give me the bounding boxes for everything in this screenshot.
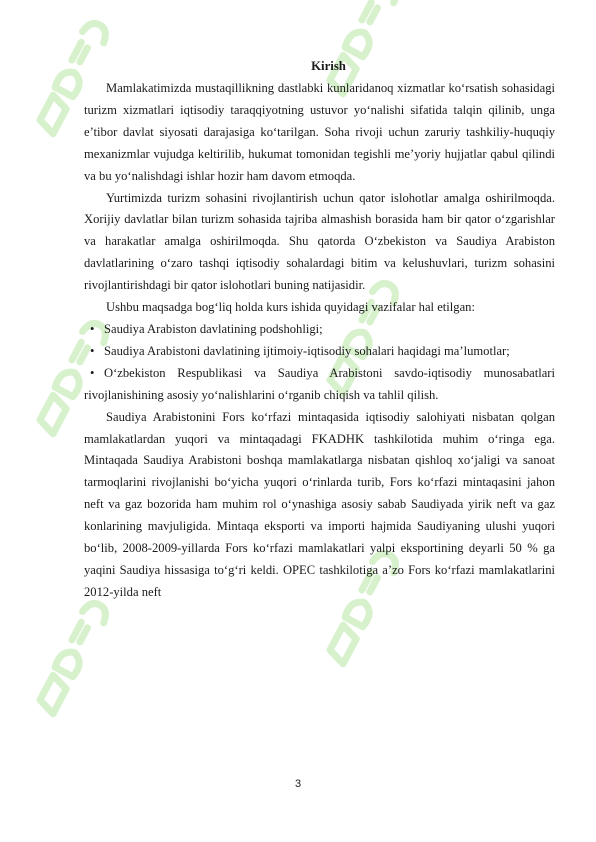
intro-paragraph-3: Ushbu maqsadga bog‘liq holda kurs ishida quyidagi vazifalar hal etilgan: bbox=[106, 300, 475, 315]
bullet-icon: • bbox=[90, 343, 95, 358]
intro-paragraph-2: Yurtimizda turizm sohasini rivojlantirish uchun qator islohotlar amalga oshirilmoqda. Xorijiy davlatlar bilan turizm sohasida tajriba almashish borasida ham bir qator o‘zgarishlar va harakatlar amalga oshirilmoqda. Shu qatorda O‘zbekiston va Saudiya Arabiston davlatlarining o‘zaro tashqi iqtisodiy sohalardagi bitim va kelushuvlari, turizm sohasini rivojlantirishdagi bir qator islohotlari buning natijasidir. bbox=[84, 190, 555, 293]
final-paragraph: Saudiya Arabistonini Fors ko‘rfazi mintaqasida iqtisodiy salohiyati nisbatan qolgan mamlakatlardan yuqori va mintaqadagi FKADHK tashkilotida muhim o‘ringa ega. Mintaqada Saudiya Arabistoni boshqa mamlakatlarga nisbatan qishloq xo‘jaligi va sanoat tarmoqlarini rivojlanishi bo‘yicha yuqori o‘rinlarda turib, Fors ko‘rfazi mintaqasini jahon neft va gaz bozorida ham muhim rol o‘ynashiga asosiy sabab Saudiyada yirik neft va gaz konlarining mavjuligida. Mintaqa eksporti va importi hajmida Saudiyaning ulushi yuqori bo‘lib, 2008-2009-yillarda Fors ko‘rfazi mamlakatlari yalpi eksportining deyarli 50 % ga yaqini Saudiya hissasiga to‘g‘ri keldi. OPEC tashkilotiga a’zo Fors ko‘rfazi mamlakatlarini 2012-yilda neft bbox=[84, 409, 555, 599]
task-text: Saudiya Arabiston davlatining podshohligi; bbox=[104, 321, 323, 336]
page-title: Kirish bbox=[311, 59, 346, 73]
document-page bbox=[84, 56, 555, 604]
bullet-icon: • bbox=[90, 321, 95, 336]
bullet-icon: • bbox=[90, 365, 95, 380]
list-item bbox=[84, 363, 555, 407]
watermark-mark bbox=[34, 599, 111, 714]
task-list bbox=[84, 319, 555, 407]
task-text: Saudiya Arabistoni davlatining ijtimoiy-iqtisodiy sohalari haqidagi ma’lumotlar; bbox=[104, 343, 510, 358]
list-item bbox=[84, 319, 555, 341]
intro-paragraph-1: Mamlakatimizda mustaqillikning dastlabki kunlaridanoq xizmatlar ko‘rsatish sohasidagi turizm xizmatlari iqtisodiy taraqqiyotning ustuvor yo‘nalishi sifatida talqin qilinib, unga e’tibor davlat siyosati darajasiga ko‘tarilgan. Soha rivoji uchun zaruriy tashkiliy-huquqiy mexanizmlar vujudga keltirilib, hukumat tomonidan tegishli me’yoriy hujjatlar qabul qilindi va bu yo‘nalishdagi ishlar hozir ham davom etmoqda. bbox=[84, 81, 555, 183]
task-text: O‘zbekiston Respublikasi va Saudiya Arabistoni savdo-iqtisodiy munosabatlari rivojlanishining asosiy yo‘nalishlarini o‘rganib chiqish va tahlil qilish. bbox=[84, 365, 555, 402]
page-number: 3 bbox=[294, 778, 302, 790]
list-item bbox=[84, 341, 555, 363]
